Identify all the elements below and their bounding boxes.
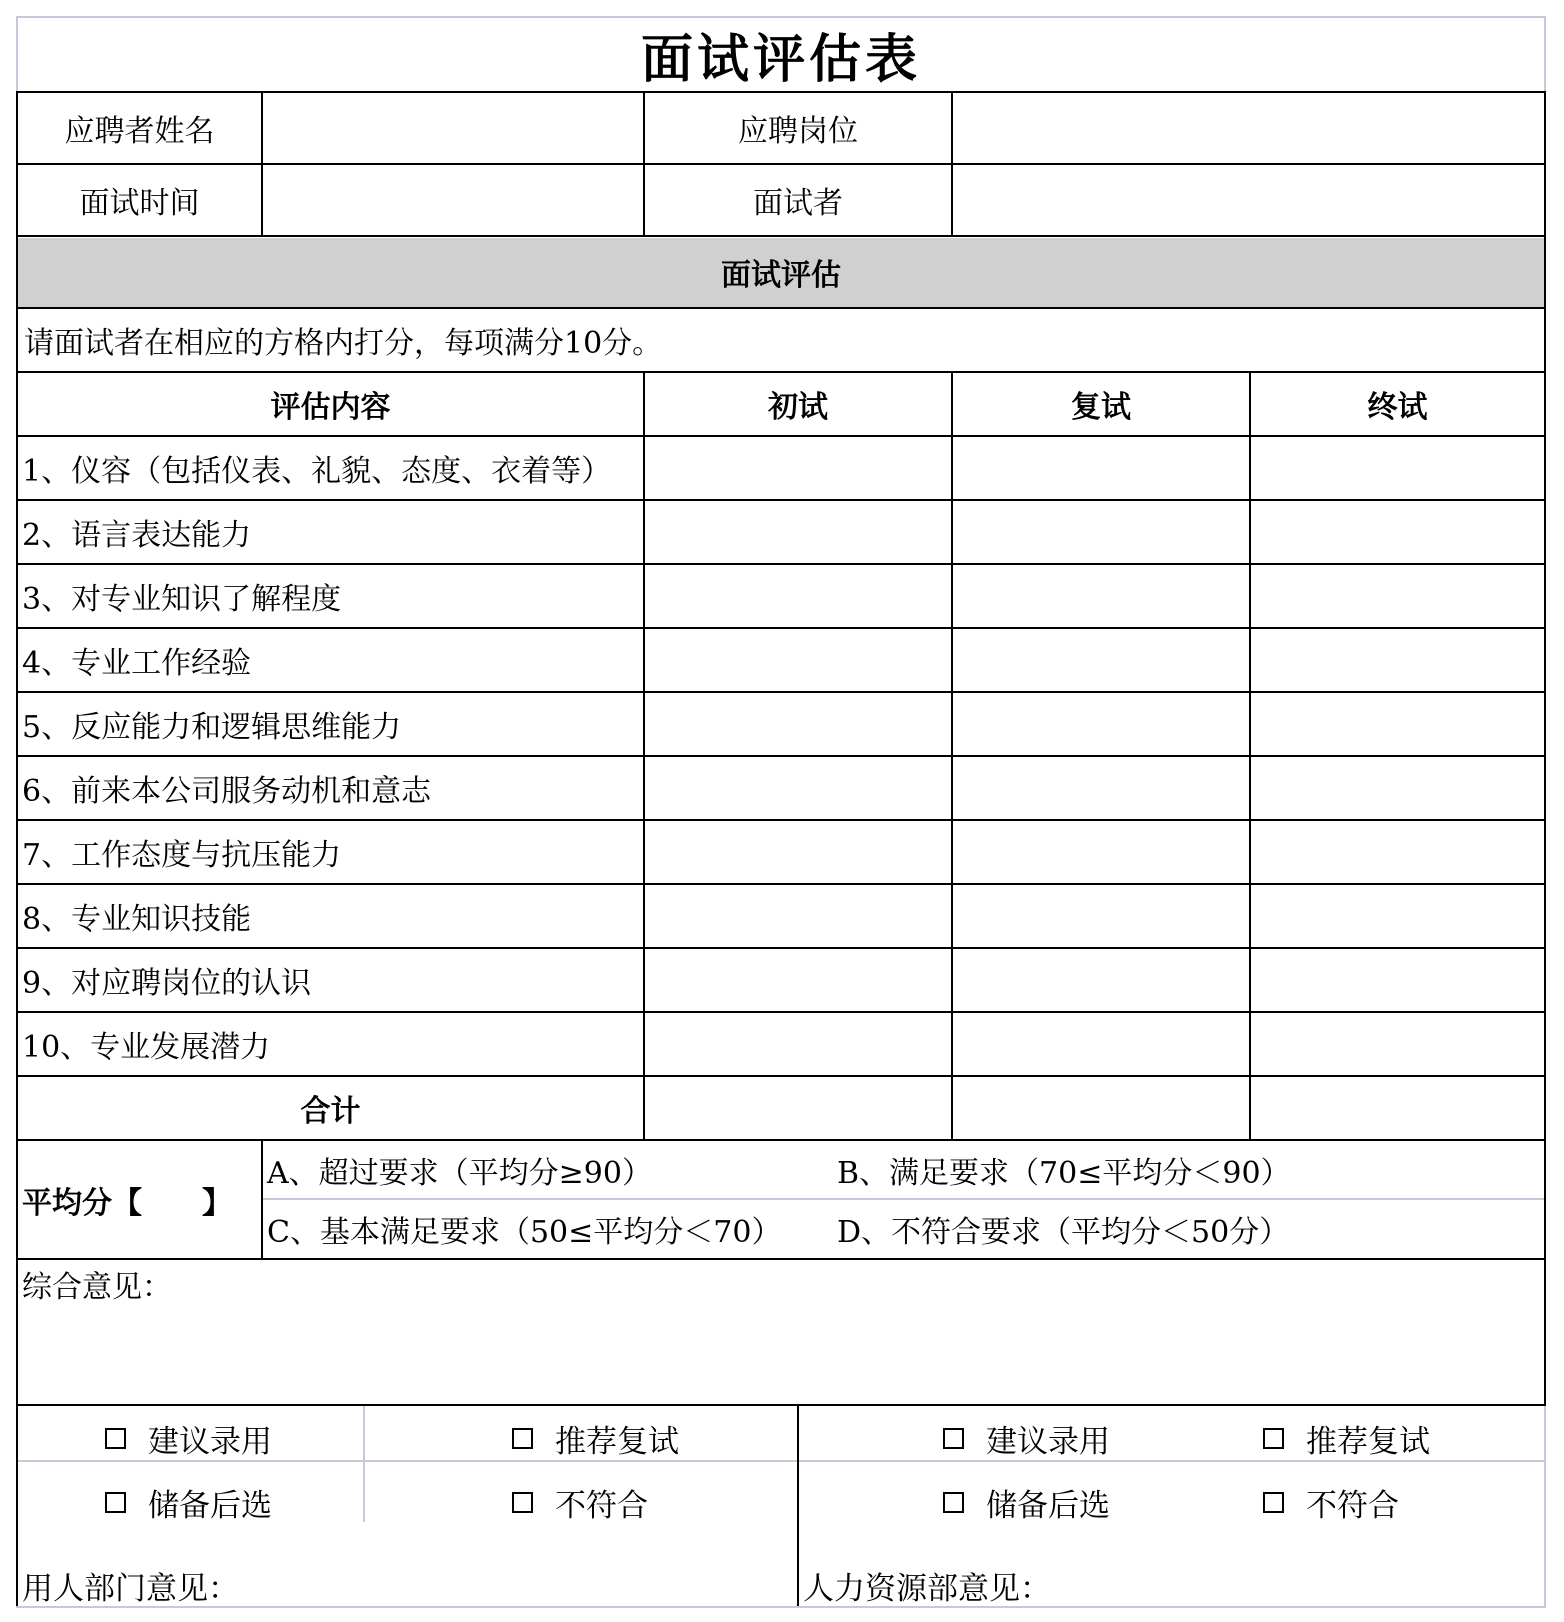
position-field[interactable] bbox=[953, 93, 1544, 163]
score-cell[interactable] bbox=[953, 757, 1249, 819]
score-cell[interactable] bbox=[953, 437, 1249, 499]
score-cell[interactable] bbox=[645, 949, 951, 1011]
table-row-label: 7、工作态度与抗压能力 bbox=[22, 838, 342, 873]
option-not-qualified-left[interactable]: 不符合 bbox=[512, 1478, 772, 1526]
table-row-label: 2、语言表达能力 bbox=[22, 518, 252, 553]
table-row-label: 4、专业工作经验 bbox=[22, 646, 252, 681]
checkbox-icon[interactable] bbox=[512, 1492, 533, 1513]
dept-opinion-label: 用人部门意见： bbox=[22, 1570, 239, 1606]
score-cell[interactable] bbox=[645, 885, 951, 947]
comments-field[interactable] bbox=[18, 1306, 1544, 1404]
score-cell[interactable] bbox=[645, 629, 951, 691]
score-cell[interactable] bbox=[1251, 757, 1544, 819]
average-score-label: 平均分【 】 bbox=[22, 1185, 232, 1221]
page-title: 面试评估表 bbox=[640, 30, 921, 90]
score-cell[interactable] bbox=[1251, 565, 1544, 627]
option-not-qualified-right[interactable]: 不符合 bbox=[1263, 1478, 1533, 1526]
interviewer-field[interactable] bbox=[953, 165, 1544, 235]
score-cell[interactable] bbox=[1251, 1013, 1544, 1075]
checkbox-icon[interactable] bbox=[943, 1428, 964, 1449]
comments-label: 综合意见： bbox=[22, 1270, 172, 1305]
total-score-cell[interactable] bbox=[953, 1077, 1249, 1139]
score-cell[interactable] bbox=[953, 629, 1249, 691]
total-score-cell[interactable] bbox=[1251, 1077, 1544, 1139]
score-cell[interactable] bbox=[953, 949, 1249, 1011]
grade-a: A、超过要求（平均分≥90） bbox=[267, 1155, 652, 1191]
score-cell[interactable] bbox=[1251, 949, 1544, 1011]
table-row-label: 10、专业发展潜力 bbox=[22, 1030, 271, 1065]
checkbox-icon[interactable] bbox=[1263, 1428, 1284, 1449]
table-row-label: 8、专业知识技能 bbox=[22, 902, 252, 937]
score-cell[interactable] bbox=[1251, 629, 1544, 691]
table-row-label: 9、对应聘岗位的认识 bbox=[22, 966, 312, 1001]
right-border-top bbox=[1544, 16, 1546, 92]
score-cell[interactable] bbox=[953, 1013, 1249, 1075]
score-cell[interactable] bbox=[1251, 501, 1544, 563]
checkbox-icon[interactable] bbox=[512, 1428, 533, 1449]
instruction-text: 请面试者在相应的方格内打分，每项满分10分。 bbox=[24, 326, 663, 361]
checkbox-icon[interactable] bbox=[105, 1428, 126, 1449]
score-cell[interactable] bbox=[1251, 885, 1544, 947]
total-label: 合计 bbox=[300, 1094, 361, 1129]
score-cell[interactable] bbox=[645, 757, 951, 819]
grade-c: C、基本满足要求（50≤平均分＜70） bbox=[267, 1215, 782, 1250]
score-cell[interactable] bbox=[953, 693, 1249, 755]
score-cell[interactable] bbox=[953, 885, 1249, 947]
score-cell[interactable] bbox=[953, 501, 1249, 563]
score-cell[interactable] bbox=[645, 565, 951, 627]
bottom-border bbox=[16, 1606, 1546, 1608]
table-row-label: 1、仪容（包括仪表、礼貌、态度、衣着等） bbox=[22, 454, 612, 489]
header-first-round: 初试 bbox=[768, 390, 828, 425]
score-cell[interactable] bbox=[953, 821, 1249, 883]
header-second-round: 复试 bbox=[1071, 390, 1131, 425]
applicant-name-field[interactable] bbox=[263, 93, 643, 163]
options-vdivider bbox=[363, 1404, 365, 1522]
grade-d: D、不符合要求（平均分＜50分） bbox=[837, 1215, 1290, 1250]
hline bbox=[16, 1258, 1546, 1260]
checkbox-icon[interactable] bbox=[105, 1492, 126, 1513]
checkbox-icon[interactable] bbox=[943, 1492, 964, 1513]
interview-time-label: 面试时间 bbox=[79, 186, 200, 221]
right-border bbox=[1544, 91, 1546, 1404]
option-recommend-hire-right[interactable]: 建议录用 bbox=[943, 1414, 1203, 1462]
interview-time-field[interactable] bbox=[263, 165, 643, 235]
applicant-name-label: 应聘者姓名 bbox=[64, 114, 215, 149]
score-cell[interactable] bbox=[645, 437, 951, 499]
grade-b: B、满足要求（70≤平均分＜90） bbox=[837, 1155, 1291, 1191]
score-cell[interactable] bbox=[645, 693, 951, 755]
total-score-cell[interactable] bbox=[645, 1077, 951, 1139]
score-cell[interactable] bbox=[1251, 693, 1544, 755]
option-recommend-retest-left[interactable]: 推荐复试 bbox=[512, 1414, 772, 1462]
score-cell[interactable] bbox=[1251, 821, 1544, 883]
hr-opinion-label: 人力资源部意见： bbox=[803, 1570, 1051, 1606]
score-cell[interactable] bbox=[645, 1013, 951, 1075]
option-reserve-right[interactable]: 储备后选 bbox=[943, 1478, 1203, 1526]
score-cell[interactable] bbox=[645, 821, 951, 883]
option-recommend-retest-right[interactable]: 推荐复试 bbox=[1263, 1414, 1533, 1462]
score-cell[interactable] bbox=[953, 565, 1249, 627]
option-recommend-hire-left[interactable]: 建议录用 bbox=[105, 1414, 355, 1462]
table-row-label: 6、前来本公司服务动机和意志 bbox=[22, 774, 432, 809]
table-row-label: 3、对专业知识了解程度 bbox=[22, 582, 342, 617]
checkbox-icon[interactable] bbox=[1263, 1492, 1284, 1513]
position-label: 应聘岗位 bbox=[738, 114, 858, 149]
header-final-round: 终试 bbox=[1367, 390, 1428, 425]
section-title: 面试评估 bbox=[721, 258, 841, 293]
score-cell[interactable] bbox=[1251, 437, 1544, 499]
hline bbox=[16, 1404, 1546, 1406]
option-reserve-left[interactable]: 储备后选 bbox=[105, 1478, 355, 1526]
right-border-bottom bbox=[1544, 1404, 1546, 1608]
interviewer-label: 面试者 bbox=[753, 186, 843, 221]
table-row-label: 5、反应能力和逻辑思维能力 bbox=[22, 710, 402, 745]
header-content: 评估内容 bbox=[270, 390, 391, 425]
score-cell[interactable] bbox=[645, 501, 951, 563]
